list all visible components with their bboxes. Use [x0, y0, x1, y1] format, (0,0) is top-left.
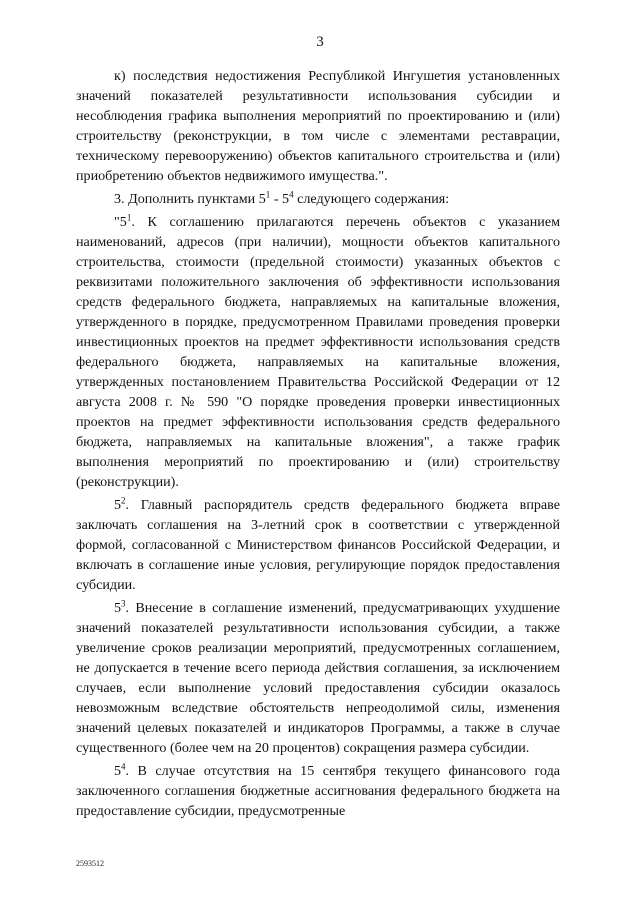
paragraph-point-5-3 [76, 598, 560, 758]
page-number: 3 [316, 34, 324, 50]
point-sup: 3 [121, 598, 126, 609]
point-number: 5 [114, 763, 122, 779]
item3-prefix: 3. Дополнить пунктами 5 [114, 191, 266, 207]
document-code: 2593512 [76, 859, 104, 868]
point-text: . Внесение в соглашение изменений, предусматривающих ухудшение значений показателей результативности использования субсидии, а также увеличение сроков реализации мероприятий, предусмотренных соглашением, не допускается в течение всего периода действия соглашения, за исключением случаев, если выполнение условий предоставления субсидии оказалось невозможным вследствие обстоятельств непреодолимой силы, изменения значений целевых показателей и индикаторов Программы, а также в случае существенного (более чем на 20 процентов) сокращения размера субсидии. [76, 600, 560, 756]
paragraph-point-5-4 [76, 761, 560, 821]
item3-mid: - 5 [270, 191, 290, 207]
paragraph-point-5-1 [76, 212, 560, 492]
point-sup: 4 [121, 761, 126, 772]
paragraph-item-3 [76, 189, 560, 209]
point-number: 5 [114, 600, 122, 616]
paragraph-item-k: к) последствия недостижения Республикой Ингушетия установленных значений показателей результативности использования субсидии и несоблюдения графика выполнения мероприятий по проектированию и (или) строительству (реконструкции, в том числе с элементами реставрации, техническому перевооружению) объектов капитального строительства и (или) приобретению объектов недвижимого имущества.". [76, 68, 560, 184]
point-sup: 1 [126, 212, 132, 223]
document-body [76, 66, 560, 824]
item3-suffix: следующего содержания: [293, 191, 450, 207]
point-text: . К соглашению прилагаются перечень объектов с указанием наименований, адресов (при наличии), мощности объектов капитального строительства, стоимости (предельной стоимости) указанных объектов с реквизитами положительного заключения об эффективности использования средств федерального бюджета, направляемых на капитальные вложения, утвержденного в порядке, предусмотренном Правилами проведения проверки инвестиционных проектов на предмет эффективности использования средств федерального бюджета, направляемых на капитальные вложения, утвержденных постановлением Правительства Российской Федерации от 12 августа 2008 г. № 590 "О порядке проведения проверки инвестиционных проектов на предмет эффективности использования средств федерального бюджета, направляемых на капитальные вложения", а также график выполнения мероприятий по проектированию и (или) строительству (реконструкции). [76, 214, 560, 490]
point-text: . В случае отсутствия на 15 сентября текущего финансового года заключенного соглашения бюджетные ассигнования федерального бюджета на предоставление субсидии, предусмотренные [76, 763, 560, 819]
item3-sup-1: 1 [265, 189, 271, 200]
paragraph-point-5-2 [76, 495, 560, 595]
item3-sup-4: 4 [289, 189, 294, 200]
point-number: "5 [114, 214, 127, 230]
point-text: . Главный распорядитель средств федерального бюджета вправе заключать соглашения на 3-летний срок в соответствии с утвержденной формой, согласованной с Министерством финансов Российской Федерации, и включать в соглашение иные условия, регулирующие порядок предоставления субсидии. [76, 497, 560, 593]
point-number: 5 [114, 497, 122, 513]
point-sup: 2 [121, 495, 126, 506]
